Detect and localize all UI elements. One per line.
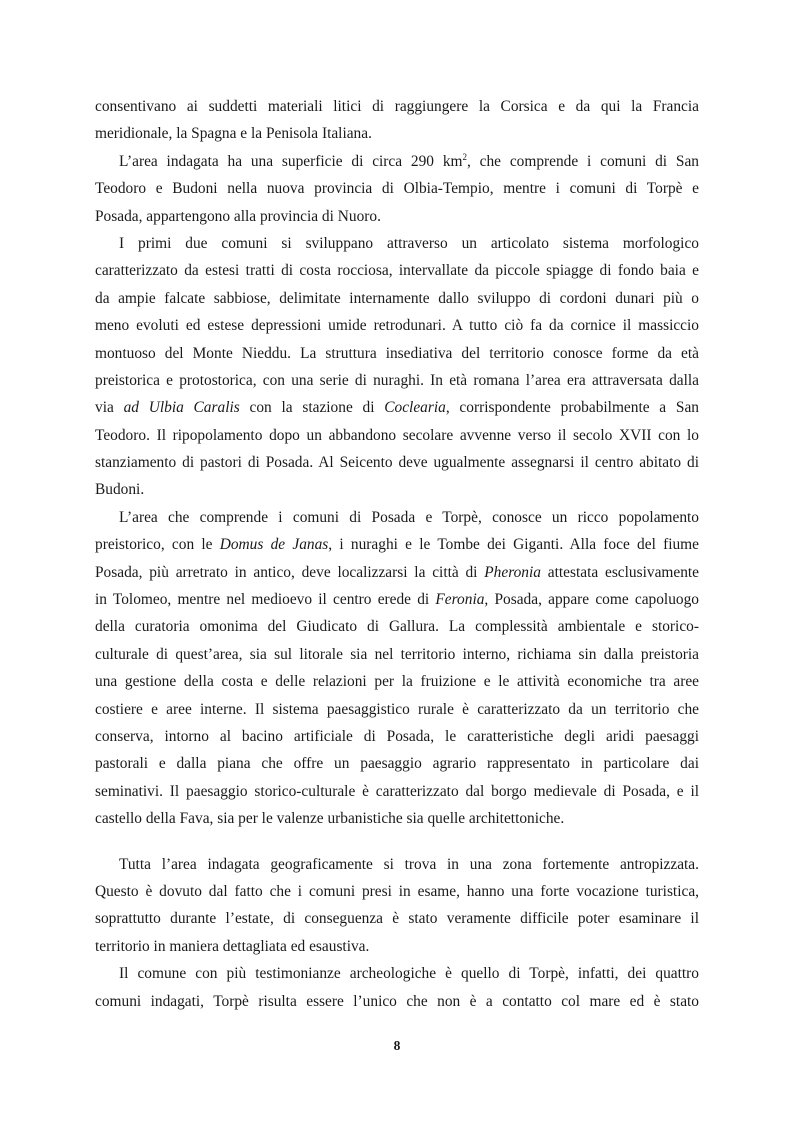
text-span: , che comprende i comuni di San (466, 152, 699, 170)
text-line: L’area che comprende i comuni di Posada e Torpè, conosce un ricco popolamento (119, 508, 699, 526)
paragraph-gap (95, 833, 699, 851)
text-line: una gestione della costa e delle relazioni per la fruizione e le attività economiche tra aree (95, 673, 699, 691)
text-line: Il comune con più testimonianze archeologiche è quello di Torpè, infatti, dei quattro (119, 965, 699, 983)
text-line: conserva, intorno al bacino artificiale di Posada, le caratteristiche degli aridi paesaggi (95, 727, 699, 745)
paragraph (95, 148, 699, 230)
text-line: da ampie falcate sabbiose, delimitate internamente dallo sviluppo di cordoni dunari più o (95, 289, 699, 307)
text-line (95, 559, 699, 586)
text-line (95, 148, 699, 175)
text-span: con la stazione di (239, 399, 385, 417)
text-span: attestata esclusivamente (540, 563, 700, 581)
text-line (95, 394, 699, 421)
text-line (95, 531, 699, 558)
text-line: montuoso del Monte Nieddu. La struttura insediativa del territorio conosce forme da età (95, 344, 699, 362)
text-line: preistorica e protostorica, con una serie di nuraghi. In età romana l’area era attraversata dalla (95, 371, 699, 389)
text-line: Questo è dovuto dal fatto che i comuni presi in esame, hanno una forte vocazione turistica, (95, 882, 699, 900)
text-line: castello della Fava, sia per le valenze urbanistiche sia quelle architettoniche. (95, 810, 565, 828)
text-line (95, 586, 699, 613)
text-line: della curatoria omonima del Giudicato di Gallura. La complessità ambientale e storico- (95, 618, 699, 636)
paragraph (95, 504, 699, 833)
text-line: costiere e aree interne. Il sistema paesaggistico rurale è caratterizzato da un territorio che (95, 700, 699, 718)
superscript: 2 (462, 151, 467, 162)
text-span: Posada, più arretrato in antico, deve localizzarsi la città di (95, 563, 485, 581)
text-line: stanziamento di pastori di Posada. Al Seicento deve ugualmente assegnarsi il centro abitato di (95, 454, 699, 472)
text-line: Teodoro e Budoni nella nuova provincia di Olbia-Tempio, mentre i comuni di Torpè e (95, 180, 699, 198)
italic-term: Domus de Janas (219, 536, 329, 554)
text-line: caratterizzato da estesi tratti di costa rocciosa, intervallate da piccole spiagge di fondo baia e (95, 262, 699, 280)
italic-place-name: ad Ulbia Caralis (123, 399, 240, 417)
text-line: soprattutto durante l’estate, di conseguenza è stato veramente difficile poter esaminare il (95, 910, 699, 928)
text-line: Tutta l’area indagata geograficamente si trova in una zona fortemente antropizzata. (119, 855, 699, 873)
page-number: 8 (393, 1038, 401, 1053)
paragraph (95, 230, 699, 504)
text-line: Budoni. (95, 481, 145, 499)
italic-place-name: Coclearia (384, 399, 446, 417)
italic-place-name: Pheronia (484, 563, 541, 581)
paragraph (95, 960, 699, 1015)
text-line: I primi due comuni si sviluppano attraverso un articolato sistema morfologico (119, 234, 699, 252)
text-span: L’area indagata ha una superficie di circa 290 km (119, 152, 463, 170)
text-line: territorio in maniera dettagliata ed esaustiva. (95, 937, 370, 955)
text-line: comuni indagati, Torpè risulta essere l’unico che non è a contatto col mare ed è stato (95, 992, 699, 1010)
text-span: via (95, 399, 124, 417)
paragraph (95, 93, 699, 148)
text-span: preistorico, con le (95, 536, 220, 554)
italic-place-name: Feronia (435, 591, 485, 609)
text-line: Posada, appartengono alla provincia di Nuoro. (95, 207, 381, 225)
text-line: consentivano ai suddetti materiali litici di raggiungere la Corsica e da qui la Francia (95, 98, 699, 115)
text-span: , i nuraghi e le Tombe dei Giganti. Alla foce del fiume (328, 536, 699, 554)
text-span: in Tolomeo, mentre nel medioevo il centro erede di (95, 591, 436, 609)
text-line: seminativi. Il paesaggio storico-culturale è caratterizzato dal borgo medievale di Posada, e il (95, 782, 699, 800)
text-span: , corrispondente probabilmente a San (445, 399, 699, 417)
paragraph (95, 851, 699, 961)
text-span: , Posada, appare come capoluogo (484, 591, 699, 609)
text-line: meno evoluti ed estese depressioni umide retrodunari. A tutto ciò fa da cornice il massiccio (95, 317, 699, 335)
text-line: Teodoro. Il ripopolamento dopo un abbandono secolare avvenne verso il secolo XVII con lo (95, 426, 699, 444)
document-body (95, 93, 699, 1015)
text-line: meridionale, la Spagna e la Penisola Italiana. (95, 125, 372, 143)
text-line: culturale di quest’area, sia sul litorale sia nel territorio interno, richiama sin dalla preistoria (95, 645, 699, 663)
text-line: pastorali e dalla piana che offre un paesaggio agrario rappresentato in particolare dai (95, 755, 699, 773)
